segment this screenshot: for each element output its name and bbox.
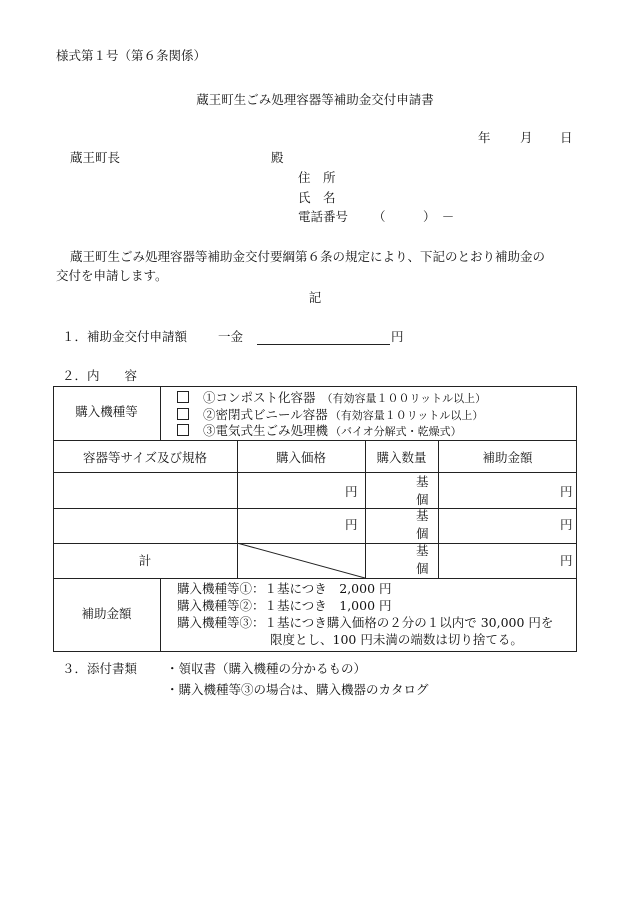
total-price-diagonal	[237, 543, 365, 578]
phone-format: （ ） －	[373, 209, 455, 224]
col-header-price: 購入価格	[275, 450, 326, 465]
row-1-qty-unit1: 基	[416, 474, 429, 489]
section3-label: ３．添付書類	[62, 661, 138, 676]
row-2-amount-unit: 円	[560, 517, 573, 532]
row-2-price-unit: 円	[345, 517, 358, 532]
ki-label: 記	[308, 290, 322, 305]
col-header-amount: 補助金額	[482, 450, 533, 465]
row-2-qty-unit2: 個	[416, 526, 429, 541]
option-1-label: ①コンポスト化容器	[203, 390, 316, 405]
subsidy-header: 補助金額	[81, 606, 132, 621]
model-cell	[160, 386, 161, 440]
col-header-qty: 購入数量	[376, 450, 427, 465]
form-number: 様式第１号（第６条関係）	[56, 48, 207, 63]
total-label: 計	[138, 553, 152, 568]
option-2-label: ②密閉式ビニール容器	[203, 407, 328, 422]
name-label: 氏 名	[298, 190, 336, 205]
option-2-note: （有効容量１０リットル以上）	[329, 409, 484, 422]
option-1[interactable]	[177, 391, 486, 405]
body-text-line1: 蔵王町生ごみ処理容器等補助金交付要綱第６条の規定により、下記のとおり補助金の	[70, 249, 546, 264]
option-3[interactable]	[177, 424, 462, 438]
option-3-note: （バイオ分解式・乾燥式）	[330, 425, 462, 438]
date-year: 年	[478, 130, 491, 145]
subsidy-cell	[160, 578, 161, 652]
section2-label: ２．内 容	[62, 368, 138, 383]
row-divider	[53, 578, 577, 579]
row-2-qty-unit1: 基	[416, 508, 429, 523]
subsidy-line-4: 限度とし、100 円未満の端数は切り捨てる。	[270, 632, 523, 647]
total-qty-unit1: 基	[416, 543, 429, 558]
subsidy-line-3: 購入機種等③：１基につき購入価格の２分の１以内で 30,000 円を	[177, 615, 554, 630]
phone-label: 電話番号	[298, 209, 349, 224]
checkbox[interactable]	[177, 408, 189, 420]
subsidy-line-2: 購入機種等②：１基につき 1,000 円	[177, 598, 392, 613]
date-month: 月	[520, 130, 533, 145]
address-label: 住 所	[298, 170, 336, 185]
addressee: 蔵王町長	[70, 150, 121, 165]
total-amount-unit: 円	[560, 553, 573, 568]
honorific: 殿	[271, 150, 284, 165]
attachment-item-1: ・領収書（購入機種の分かるもの）	[166, 661, 367, 676]
row-1-qty-unit2: 個	[416, 492, 429, 507]
row-divider	[53, 440, 577, 441]
row-1-price-unit: 円	[345, 484, 358, 499]
col-header-size: 容器等サイズ及び規格	[82, 450, 207, 465]
model-header: 購入機種等	[75, 404, 138, 419]
option-3-label: ③電気式生ごみ処理機	[203, 423, 329, 438]
option-2[interactable]	[177, 408, 483, 422]
attachment-item-2: ・購入機種等③の場合は、購入機器のカタログ	[166, 682, 429, 697]
section1-label: １．補助金交付申請額	[62, 329, 188, 344]
row-divider	[53, 508, 577, 509]
amount-underline[interactable]	[257, 344, 390, 345]
checkbox[interactable]	[177, 391, 189, 403]
checkbox[interactable]	[177, 424, 189, 436]
date-day: 日	[560, 130, 573, 145]
body-text-line2: 交付を申請します。	[56, 268, 168, 283]
form-title: 蔵王町生ごみ処理容器等補助金交付申請書	[196, 92, 434, 107]
section1-prefix: 一金	[218, 329, 244, 344]
option-1-note: （有効容量１００リットル以上）	[321, 392, 487, 405]
row-1-amount-unit: 円	[560, 484, 573, 499]
section1-suffix: 円	[391, 329, 404, 344]
subsidy-line-1: 購入機種等①：１基につき 2,000 円	[177, 581, 392, 596]
row-divider	[53, 472, 577, 473]
total-qty-unit2: 個	[416, 561, 429, 576]
diagonal-line	[237, 543, 365, 578]
